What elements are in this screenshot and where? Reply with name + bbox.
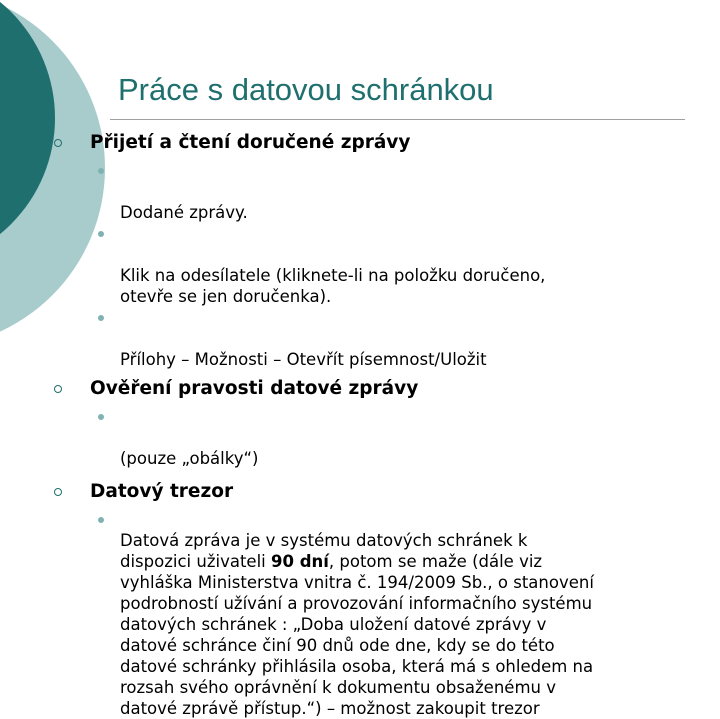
section-heading bbox=[54, 376, 694, 402]
section-heading-text: Přijetí a čtení doručené zprávy bbox=[90, 132, 411, 153]
section-overeni bbox=[54, 376, 694, 469]
bullet-list bbox=[54, 160, 694, 370]
list-item bbox=[54, 223, 694, 307]
section-trezor bbox=[54, 479, 694, 719]
list-item-text: (pouze „obálky“) bbox=[120, 449, 259, 468]
emphasis-days: 90 dní bbox=[270, 552, 329, 571]
list-item bbox=[54, 307, 694, 370]
list-item-text: Klik na odesílatele (kliknete-li na položku doručeno, otevře se jen doručenka). bbox=[120, 266, 546, 306]
section-heading-text: Datový trezor bbox=[90, 481, 234, 502]
list-item bbox=[54, 406, 694, 469]
list-item bbox=[54, 509, 694, 719]
list-item-text: Dodané zprávy. bbox=[120, 203, 248, 222]
section-heading bbox=[54, 479, 694, 505]
ring-bullet-icon bbox=[54, 385, 62, 393]
list-item-text: Datová zpráva je v systému datových schránek k dispozici uživateli bbox=[120, 531, 528, 571]
ring-bullet-icon bbox=[54, 139, 62, 147]
slide-content bbox=[54, 130, 694, 719]
section-heading bbox=[54, 130, 694, 156]
dot-bullet-icon bbox=[98, 517, 104, 523]
list-item bbox=[54, 160, 694, 223]
dot-bullet-icon bbox=[98, 414, 104, 420]
dot-bullet-icon bbox=[98, 168, 104, 174]
section-heading-text: Ověření pravosti datové zprávy bbox=[90, 378, 419, 399]
list-item-text: Přílohy – Možnosti – Otevřít písemnost/Uložit bbox=[120, 350, 487, 369]
bullet-list bbox=[54, 509, 694, 719]
slide-title: Práce s datovou schránkou bbox=[118, 72, 494, 107]
dot-bullet-icon bbox=[98, 315, 104, 321]
dot-bullet-icon bbox=[98, 231, 104, 237]
section-prijeti bbox=[54, 130, 694, 370]
ring-bullet-icon bbox=[54, 488, 62, 496]
title-divider bbox=[110, 119, 685, 120]
bullet-list bbox=[54, 406, 694, 469]
list-item-text-continued: , potom se maže (dále viz vyhláška Ministerstva vnitra č. 194/2009 Sb., o stanovení podrobností užívání a provozování informačního systému datových schránek : „Doba uložení datové zprávy v datové schránce činí 90 dnů ode dne, kdy se do této datové schránky přihlásila osoba, která má s ohledem na rozsah svého oprávnění k dokumentu obsaženému v datové zprávě přístup.“) – možnost zakoupit trezor bbox=[120, 552, 594, 718]
